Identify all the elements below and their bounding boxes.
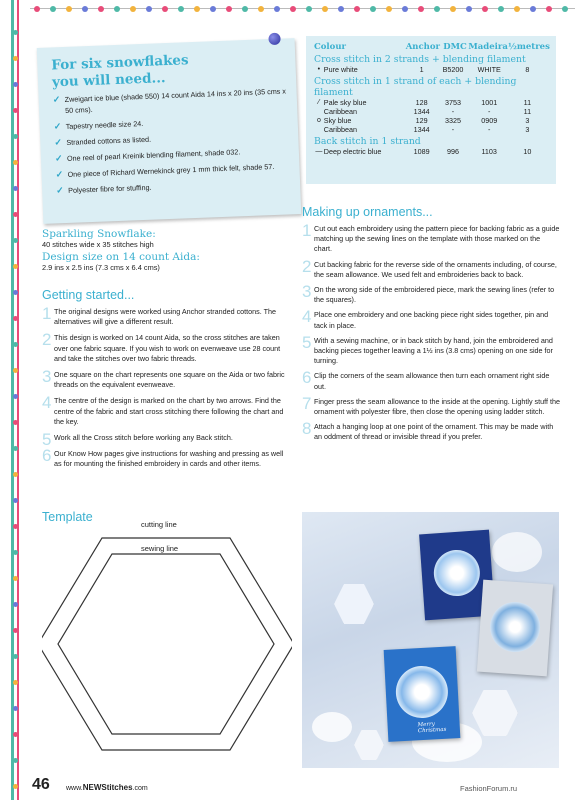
bead-decoration <box>306 6 312 12</box>
card-greeting-text: Merry Christmas <box>417 721 447 735</box>
top-bead-border <box>30 0 575 26</box>
making-up-title: Making up ornaments... <box>302 205 433 219</box>
ornaments-photo <box>302 512 559 768</box>
key-madeira: 1103 <box>481 147 497 156</box>
bead-decoration <box>13 186 18 191</box>
key-header-row <box>314 42 550 52</box>
bead-decoration <box>13 576 18 581</box>
key-metres: 11 <box>523 107 532 116</box>
bead-decoration <box>498 6 504 12</box>
bead-decoration <box>13 680 18 685</box>
key-header-metres: ½metres <box>508 42 550 52</box>
bead-decoration <box>13 342 18 347</box>
card-bright-blue <box>384 646 461 742</box>
bead-decoration <box>482 6 488 12</box>
key-colour: Caribbean <box>323 107 357 116</box>
materials-item-text: Stranded cottons as listed. <box>66 134 152 147</box>
materials-list <box>53 85 291 196</box>
bead-decoration <box>162 6 168 12</box>
step-text: One square on the chart represents one square on the Aida or two fabric threads on the equivalent evenweave. <box>54 370 285 390</box>
bead-decoration <box>98 6 104 12</box>
card-silver <box>477 580 553 677</box>
key-colour: Deep electric blue <box>323 147 382 156</box>
key-header-anchor: Anchor <box>405 42 440 52</box>
snow-drift <box>312 712 352 742</box>
checkmark-icon: ✓ <box>54 137 63 148</box>
materials-title: For six snowflakes you will need... <box>51 52 189 91</box>
step-number: 2 <box>302 256 312 276</box>
key-madeira: 0909 <box>481 116 498 125</box>
key-metres: 11 <box>523 98 532 107</box>
bead-decoration <box>13 394 18 399</box>
bead-decoration <box>178 6 184 12</box>
bead-decoration <box>13 602 18 607</box>
step-number: 2 <box>42 330 52 350</box>
bead-decoration <box>418 6 424 12</box>
bead-decoration <box>322 6 328 12</box>
instruction-step <box>302 221 560 255</box>
bead-decoration <box>434 6 440 12</box>
bead-decoration <box>82 6 88 12</box>
stitch-symbol: o <box>316 117 321 124</box>
key-row <box>314 107 546 116</box>
bead-decoration <box>338 6 344 12</box>
instruction-step <box>42 393 292 427</box>
key-dmc: 996 <box>446 147 459 156</box>
key-anchor: 1344 <box>413 125 430 134</box>
sewing-line-label: sewing line <box>141 544 179 553</box>
step-text: The centre of the design is marked on the chart by two arrows. Find the centre of the fabric and start cross stitching there following the chart and the key. <box>54 396 284 426</box>
bead-decoration <box>13 264 18 269</box>
bead-decoration <box>13 160 18 165</box>
making-up-section <box>302 205 560 448</box>
key-dmc: - <box>451 107 455 116</box>
key-madeira: WHITE <box>477 65 501 74</box>
key-header-colour: Colour <box>314 42 346 52</box>
checkmark-icon: ✓ <box>56 185 64 196</box>
pushpin-icon <box>268 33 280 45</box>
footer-url-brand: NEWStitches <box>82 783 133 792</box>
step-text: Clip the corners of the seam allowance then turn each ornament right side out. <box>314 371 550 391</box>
footer-url <box>66 783 148 792</box>
bead-decoration <box>13 758 18 763</box>
materials-item <box>53 85 288 116</box>
step-text: With a sewing machine, or in back stitch by hand, join the embroidered and backing pieces together leaving a 1½ ins (3.8 cms) opening on one side for turning. <box>314 335 553 366</box>
bead-decoration <box>290 6 296 12</box>
instruction-step <box>42 304 292 327</box>
bead-decoration <box>13 654 18 659</box>
key-body <box>314 54 546 156</box>
key-row <box>314 125 546 134</box>
step-text: Place one embroidery and one backing piece right sides together, pin and tack in place. <box>314 310 549 330</box>
bead-decoration <box>13 420 18 425</box>
bead-decoration <box>466 6 472 12</box>
step-number: 5 <box>302 332 312 352</box>
materials-item <box>56 176 290 196</box>
bead-decoration <box>258 6 264 12</box>
key-madeira: 1001 <box>481 98 498 107</box>
key-colour: Pure white <box>323 65 358 74</box>
hexagon-ornament <box>472 690 518 736</box>
design-stitch-count: 40 stitches wide x 35 stitches high <box>42 240 154 249</box>
bead-decoration <box>13 212 18 217</box>
design-name-heading: Sparkling Snowflake: <box>42 228 156 240</box>
step-text: This design is worked on 14 count Aida, so the cross stitches are taken over one fabric square. If you wish to work on evenweave use 28 count and take the stitches over two fabric threads. <box>54 333 281 363</box>
design-size-heading: Design size on 14 count Aida: <box>42 251 200 263</box>
snowflake-motif <box>395 665 450 720</box>
design-size: 2.9 ins x 2.5 ins (7.3 cms x 6.4 cms) <box>42 263 160 272</box>
bead-decoration <box>13 368 18 373</box>
bead-decoration <box>13 732 18 737</box>
bead-decoration <box>354 6 360 12</box>
step-text: On the wrong side of the embroidered piece, mark the sewing lines (refer to the squares). <box>314 285 555 305</box>
step-text: The original designs were worked using Anchor stranded cottons. The alternatives will give a different result. <box>54 307 277 327</box>
stitch-symbol: ⁄ <box>318 99 320 106</box>
key-section-title: Back stitch in 1 strand <box>314 136 421 147</box>
design-info <box>42 228 292 273</box>
footer-watermark: FashionForum.ru <box>460 784 518 793</box>
bead-decoration <box>194 6 200 12</box>
sewing-line-hexagon <box>58 554 274 734</box>
bead-decoration <box>13 290 18 295</box>
footer-url-suffix: .com <box>132 785 148 792</box>
instruction-step <box>302 256 560 280</box>
getting-started-title: Getting started... <box>42 288 135 302</box>
hexagon-ornament <box>354 730 384 760</box>
bead-wire <box>30 8 575 9</box>
instruction-step <box>302 282 560 305</box>
bead-decoration <box>530 6 536 12</box>
bead-decoration <box>130 6 136 12</box>
hexagon-ornament <box>334 584 374 624</box>
materials-item-text: One piece of Richard Wernekinck grey 1 mm thick felt, shade 57. <box>67 161 275 179</box>
bead-decoration <box>226 6 232 12</box>
bead-decoration <box>370 6 376 12</box>
bead-decoration <box>66 6 72 12</box>
instruction-step <box>42 430 292 450</box>
making-up-steps <box>302 221 560 443</box>
bead-decoration <box>402 6 408 12</box>
key-madeira: - <box>488 107 491 116</box>
bead-decoration <box>146 6 152 12</box>
bead-decoration <box>210 6 216 12</box>
instruction-step <box>42 446 292 469</box>
cutting-line-hexagon <box>42 538 292 750</box>
key-anchor: 1344 <box>413 107 430 116</box>
key-section-title: Cross stitch in 1 strand of each + blending filament <box>314 76 517 98</box>
step-number: 6 <box>42 446 52 466</box>
step-number: 6 <box>302 368 312 388</box>
template-section <box>42 510 292 772</box>
key-anchor: 128 <box>415 98 428 107</box>
snow-drift <box>492 532 542 572</box>
step-text: Attach a hanging loop at one point of the ornament. This may be made with an oddment of thread or invisible thread if you prefer. <box>314 422 554 442</box>
step-text: Our Know How pages give instructions for washing and pressing as well as for mounting the finished embroidery in cards and other items. <box>54 449 284 469</box>
hexagon-template <box>42 522 292 772</box>
step-number: 3 <box>302 282 312 302</box>
bead-decoration <box>562 6 568 12</box>
materials-item-text: One reel of pearl Kreinik blending filament, shade 032. <box>66 147 241 163</box>
key-dmc: - <box>451 125 455 134</box>
materials-item-text: Polyester fibre for stuffing. <box>68 182 152 195</box>
step-number: 7 <box>302 393 312 413</box>
step-number: 4 <box>302 307 312 327</box>
materials-item-text: Zweigart ice blue (shade 550) 14 count Aida 14 ins x 20 ins (35 cms x 50 cms). <box>64 86 287 115</box>
bead-decoration <box>34 6 40 12</box>
bead-decoration <box>13 30 18 35</box>
footer-url-prefix: www. <box>66 785 83 792</box>
checkmark-icon: ✓ <box>53 121 62 132</box>
key-header-dmc: DMC <box>443 42 467 52</box>
key-row <box>314 65 546 74</box>
bead-decoration <box>13 784 18 789</box>
step-number: 8 <box>302 419 312 439</box>
stitch-symbol: — <box>315 148 323 155</box>
key-row <box>314 116 546 125</box>
bead-decoration <box>242 6 248 12</box>
colour-key-table <box>306 36 556 184</box>
key-dmc: 3753 <box>444 98 461 107</box>
bead-decoration <box>13 134 18 139</box>
key-header-madeira: Madeira <box>468 42 508 52</box>
bead-decoration <box>450 6 456 12</box>
key-metres: 3 <box>525 116 530 125</box>
snowflake-motif <box>432 548 481 597</box>
key-colour: Sky blue <box>323 116 352 125</box>
key-anchor: 1089 <box>413 147 430 156</box>
bead-decoration <box>274 6 280 12</box>
bead-decoration <box>13 628 18 633</box>
step-text: Finger press the seam allowance to the inside at the opening. Lightly stuff the ornament with polyester fibre, then close the opening using ladder stitch. <box>314 396 560 417</box>
key-anchor: 1 <box>419 65 424 74</box>
step-number: 1 <box>42 304 52 323</box>
step-number: 4 <box>42 393 52 413</box>
getting-started-steps <box>42 304 292 470</box>
instruction-step <box>302 332 560 367</box>
key-metres: 10 <box>523 147 532 156</box>
step-number: 1 <box>302 221 312 240</box>
key-dmc: 3325 <box>444 116 461 125</box>
getting-started-section <box>42 288 292 476</box>
key-row <box>314 147 546 156</box>
key-metres: 8 <box>525 65 530 74</box>
bead-decoration <box>13 82 18 87</box>
bead-decoration <box>13 238 18 243</box>
instruction-step <box>302 307 560 330</box>
checkmark-icon: ✓ <box>52 94 61 105</box>
page-number: 46 <box>32 776 50 793</box>
instruction-step <box>302 393 560 417</box>
bead-decoration <box>13 498 18 503</box>
key-anchor: 129 <box>415 116 428 125</box>
key-row <box>314 98 546 107</box>
instruction-step <box>42 330 292 364</box>
bead-decoration <box>13 472 18 477</box>
bead-decoration <box>50 6 56 12</box>
key-madeira: - <box>488 125 491 134</box>
bead-decoration <box>13 706 18 711</box>
template-title: Template <box>42 510 93 524</box>
key-section-title: Cross stitch in 2 strands + blending filament <box>314 54 526 65</box>
bead-decoration <box>13 108 18 113</box>
key-colour: Caribbean <box>323 125 357 134</box>
bead-decoration <box>13 56 18 61</box>
key-metres: 3 <box>525 125 530 134</box>
key-colour: Pale sky blue <box>323 98 367 107</box>
step-number: 5 <box>42 430 52 450</box>
bead-decoration <box>386 6 392 12</box>
bead-decoration <box>13 524 18 529</box>
step-text: Cut out each embroidery using the pattern piece for backing fabric as a guide matching up the sewing lines on the template with those marked on the chart. <box>314 224 560 254</box>
bead-decoration <box>114 6 120 12</box>
step-text: Cut backing fabric for the reverse side of the ornaments including, of course, the seam allowance. We used felt and embroideries back to back. <box>314 259 557 279</box>
bead-decoration <box>546 6 552 12</box>
key-dmc: B5200 <box>442 65 464 74</box>
bead-decoration <box>514 6 520 12</box>
materials-card <box>37 38 302 224</box>
bead-decoration <box>13 446 18 451</box>
checkmark-icon: ✓ <box>54 153 63 164</box>
left-decorative-border <box>0 0 34 800</box>
snowflake-motif <box>488 600 541 653</box>
bead-decoration <box>13 316 18 321</box>
step-text: Work all the Cross stitch before working any Back stitch. <box>54 433 233 443</box>
stitch-symbol: • <box>317 66 321 73</box>
materials-item-text: Tapestry needle size 24. <box>65 118 144 131</box>
instruction-step <box>302 419 560 442</box>
instruction-step <box>42 367 292 390</box>
cutting-line-label: cutting line <box>141 520 177 529</box>
instruction-step <box>302 368 560 391</box>
bead-decoration <box>13 550 18 555</box>
step-number: 3 <box>42 367 52 387</box>
checkmark-icon: ✓ <box>55 169 64 180</box>
